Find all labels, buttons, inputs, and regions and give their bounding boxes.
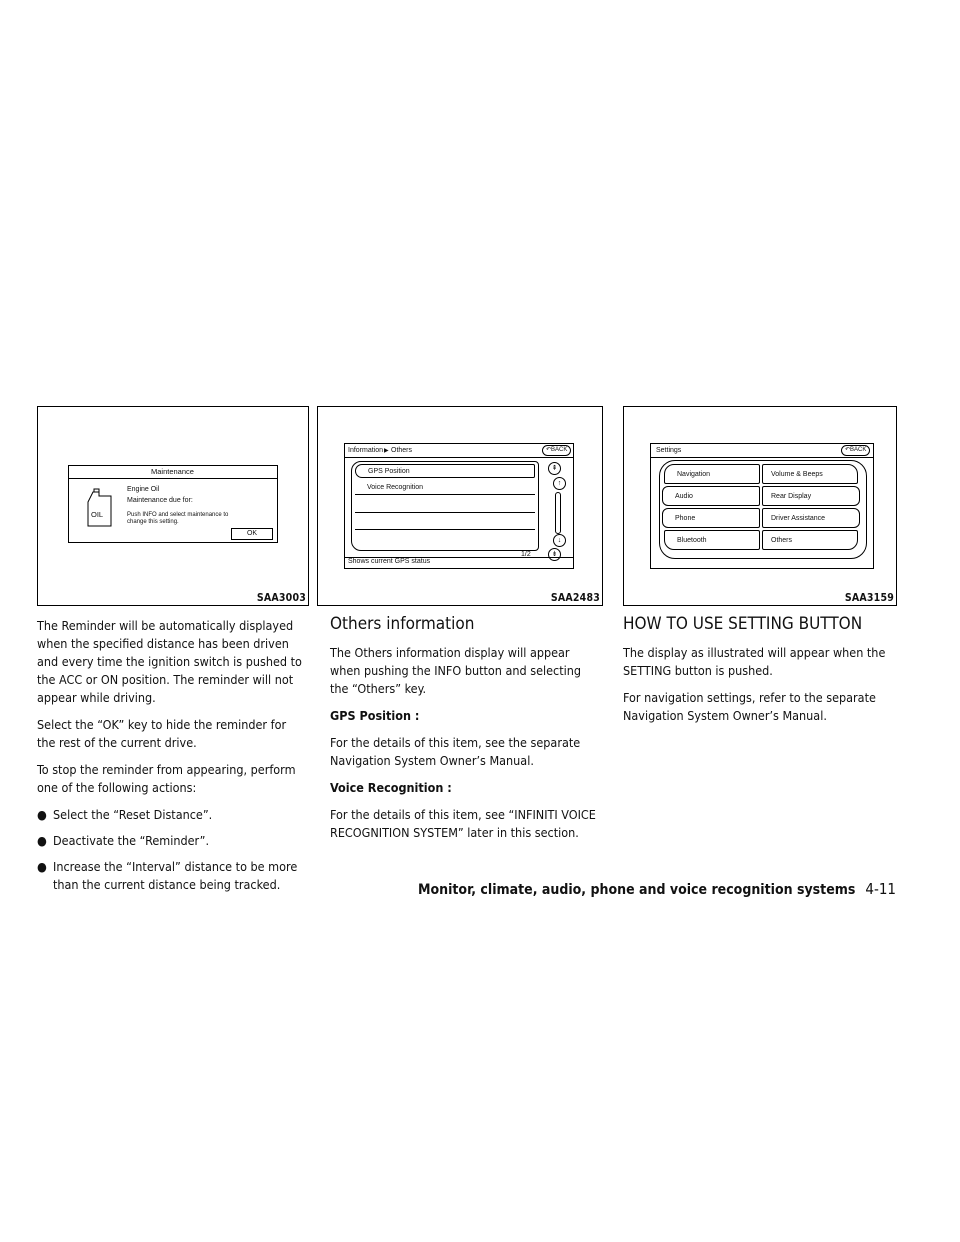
settings-navigation-button[interactable]: Navigation bbox=[664, 464, 760, 484]
list-item bbox=[37, 832, 308, 850]
column-2 bbox=[330, 614, 602, 851]
bullet-icon: ● bbox=[37, 859, 47, 874]
reminder-paragraph: The Reminder will be automatically displayed when the specified distance has been driven and every time the ignition switch is pushed to the ACC or ON position. The reminder will not appear while driving. bbox=[37, 618, 302, 705]
list-item bbox=[37, 858, 308, 894]
list-item-empty bbox=[355, 515, 535, 530]
gps-position-subheading: GPS Position : bbox=[330, 708, 420, 723]
breadcrumb-arrow-icon: ▶ bbox=[384, 448, 389, 454]
scrollbar[interactable] bbox=[555, 492, 561, 534]
back-label: BACK bbox=[551, 447, 568, 453]
back-button[interactable] bbox=[841, 445, 870, 456]
page-footer bbox=[418, 880, 896, 898]
setting-intro-paragraph: The display as illustrated will appear when the SETTING button is pushed. bbox=[623, 645, 886, 678]
bullet-icon: ● bbox=[37, 833, 47, 848]
status-text: Shows current GPS status bbox=[348, 558, 431, 565]
setting-button-heading: HOW TO USE SETTING BUTTON bbox=[623, 614, 863, 634]
back-arrow-icon: ↶ bbox=[546, 447, 552, 453]
bullet-icon: ● bbox=[37, 807, 47, 822]
figure-maintenance bbox=[37, 406, 309, 606]
settings-rear-display-button[interactable]: Rear Display bbox=[762, 486, 860, 506]
list-item-gps-position[interactable]: GPS Position bbox=[355, 464, 535, 478]
oil-can-icon bbox=[85, 488, 115, 528]
voice-recognition-subheading: Voice Recognition : bbox=[330, 780, 452, 795]
voice-recognition-paragraph: For the details of this item, see “INFINITI VOICE RECOGNITION SYSTEM” later in this section. bbox=[330, 807, 596, 840]
settings-bluetooth-button[interactable]: Bluetooth bbox=[664, 530, 760, 550]
settings-phone-button[interactable]: Phone bbox=[662, 508, 760, 528]
list-item-empty bbox=[355, 532, 535, 546]
figure-others-info bbox=[317, 406, 603, 606]
list-item-voice-recognition[interactable]: Voice Recognition bbox=[355, 481, 535, 495]
settings-volume-beeps-button[interactable]: Volume & Beeps bbox=[762, 464, 858, 484]
instruction-line-2: change this setting. bbox=[127, 519, 179, 525]
maintenance-title: Maintenance bbox=[151, 467, 194, 476]
others-information-heading: Others information bbox=[330, 614, 475, 634]
maintenance-due-label: Maintenance due for: bbox=[127, 497, 193, 504]
settings-title-bar bbox=[651, 444, 873, 458]
list-item bbox=[37, 806, 308, 824]
settings-audio-button[interactable]: Audio bbox=[662, 486, 760, 506]
breadcrumb-information: Information bbox=[348, 447, 384, 454]
list-item-text: Select the “Reset Distance”. bbox=[53, 807, 213, 822]
figure-caption: SAA2483 bbox=[550, 592, 600, 604]
list-item-empty bbox=[355, 498, 535, 513]
instruction-line-1: Push INFO and select maintenance to bbox=[127, 512, 229, 518]
breadcrumb-others: Others bbox=[391, 447, 413, 454]
back-label: BACK bbox=[850, 447, 867, 453]
ok-key-paragraph: Select the “OK” key to hide the reminder for the rest of the current drive. bbox=[37, 717, 287, 750]
stop-reminder-paragraph: To stop the reminder from appearing, perform one of the following actions: bbox=[37, 762, 296, 795]
figure-settings bbox=[623, 406, 897, 606]
figure-caption: SAA3159 bbox=[844, 592, 894, 604]
figure-caption: SAA3003 bbox=[256, 592, 306, 604]
column-3 bbox=[623, 614, 895, 734]
page-up-icon[interactable]: ⇞ bbox=[548, 462, 561, 475]
settings-driver-assistance-button[interactable]: Driver Assistance bbox=[762, 508, 860, 528]
settings-title: Settings bbox=[656, 447, 682, 454]
maintenance-screen bbox=[68, 465, 278, 543]
column-1 bbox=[37, 617, 308, 902]
gps-position-paragraph: For the details of this item, see the separate Navigation System Owner’s Manual. bbox=[330, 735, 581, 768]
scroll-up-icon[interactable]: ↑ bbox=[553, 477, 566, 490]
section-title: Monitor, climate, audio, phone and voice recognition systems bbox=[417, 882, 856, 898]
list-item-text: Increase the “Interval” distance to be more than the current distance being tracked. bbox=[53, 859, 298, 892]
action-list bbox=[37, 806, 308, 894]
oil-label: OIL bbox=[91, 510, 104, 519]
list-item-text: Deactivate the “Reminder”. bbox=[53, 833, 210, 848]
back-arrow-icon: ↶ bbox=[845, 447, 851, 453]
page-down-icon[interactable]: ⇟ bbox=[548, 548, 561, 561]
settings-screen bbox=[650, 443, 874, 569]
settings-others-button[interactable]: Others bbox=[762, 530, 858, 550]
others-intro-paragraph: The Others information display will appear when pushing the INFO button and selecting the “Others” key. bbox=[330, 645, 582, 696]
navigation-settings-paragraph: For navigation settings, refer to the separate Navigation System Owner’s Manual. bbox=[623, 690, 876, 723]
scroll-down-icon[interactable]: ↓ bbox=[553, 534, 566, 547]
engine-oil-label: Engine Oil bbox=[127, 486, 160, 493]
back-button[interactable] bbox=[542, 445, 571, 456]
others-screen bbox=[344, 443, 574, 569]
ok-button[interactable]: OK bbox=[231, 528, 273, 540]
page-number: 4-11 bbox=[865, 880, 896, 898]
page-indicator: 1/2 bbox=[521, 551, 531, 558]
